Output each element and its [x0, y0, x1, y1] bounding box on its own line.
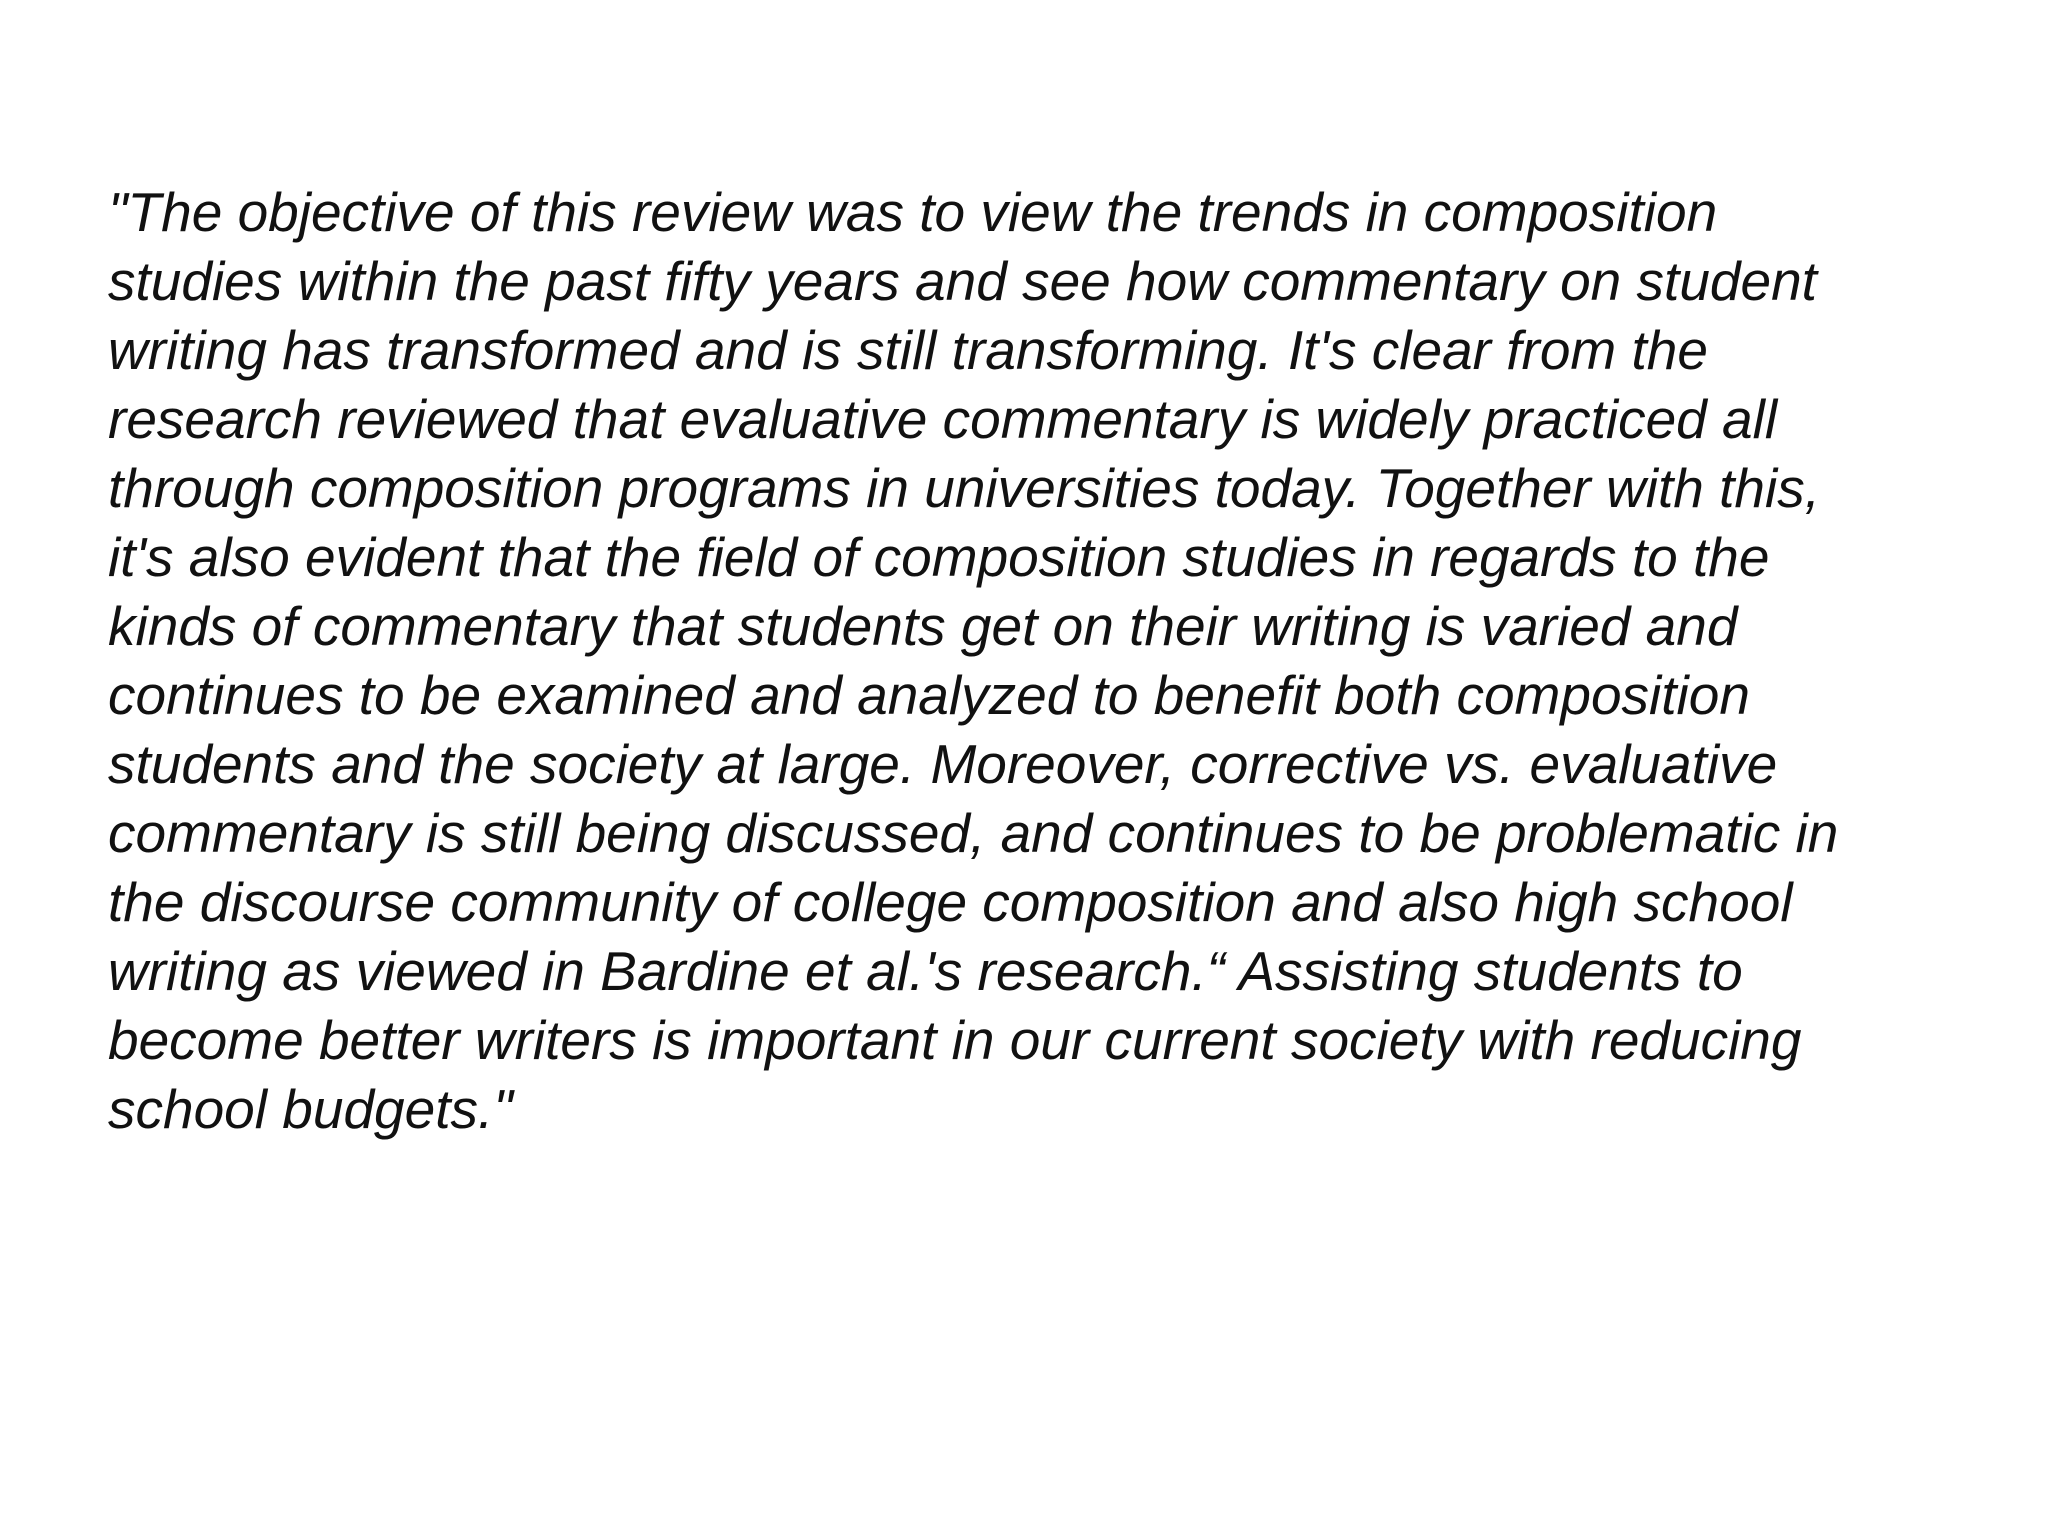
quote-line: become better writers is important in our current society with reducing — [108, 1009, 1802, 1071]
quote-line: school budgets." — [108, 1078, 513, 1140]
quote-line: writing as viewed in Bardine et al.'s research.“ Assisting students to — [108, 940, 1743, 1002]
quote-line: commentary is still being discussed, and continues to be problematic in — [108, 802, 1839, 864]
quote-line: studies within the past fifty years and see how commentary on student — [108, 250, 1817, 312]
quote-line: continues to be examined and analyzed to benefit both composition — [108, 664, 1750, 726]
quote-line: students and the society at large. Moreover, corrective vs. evaluative — [108, 733, 1778, 795]
quote-line: through composition programs in universities today. Together with this, — [108, 457, 1820, 519]
quote-line: kinds of commentary that students get on their writing is varied and — [108, 595, 1738, 657]
quote-line: it's also evident that the field of composition studies in regards to the — [108, 526, 1770, 588]
quote-line: writing has transformed and is still transforming. It's clear from the — [108, 319, 1708, 381]
quote-line: the discourse community of college composition and also high school — [108, 871, 1793, 933]
quote-paragraph — [108, 178, 1988, 1144]
quote-line: research reviewed that evaluative commentary is widely practiced all — [108, 388, 1778, 450]
quote-line: "The objective of this review was to view the trends in composition — [108, 181, 1718, 243]
